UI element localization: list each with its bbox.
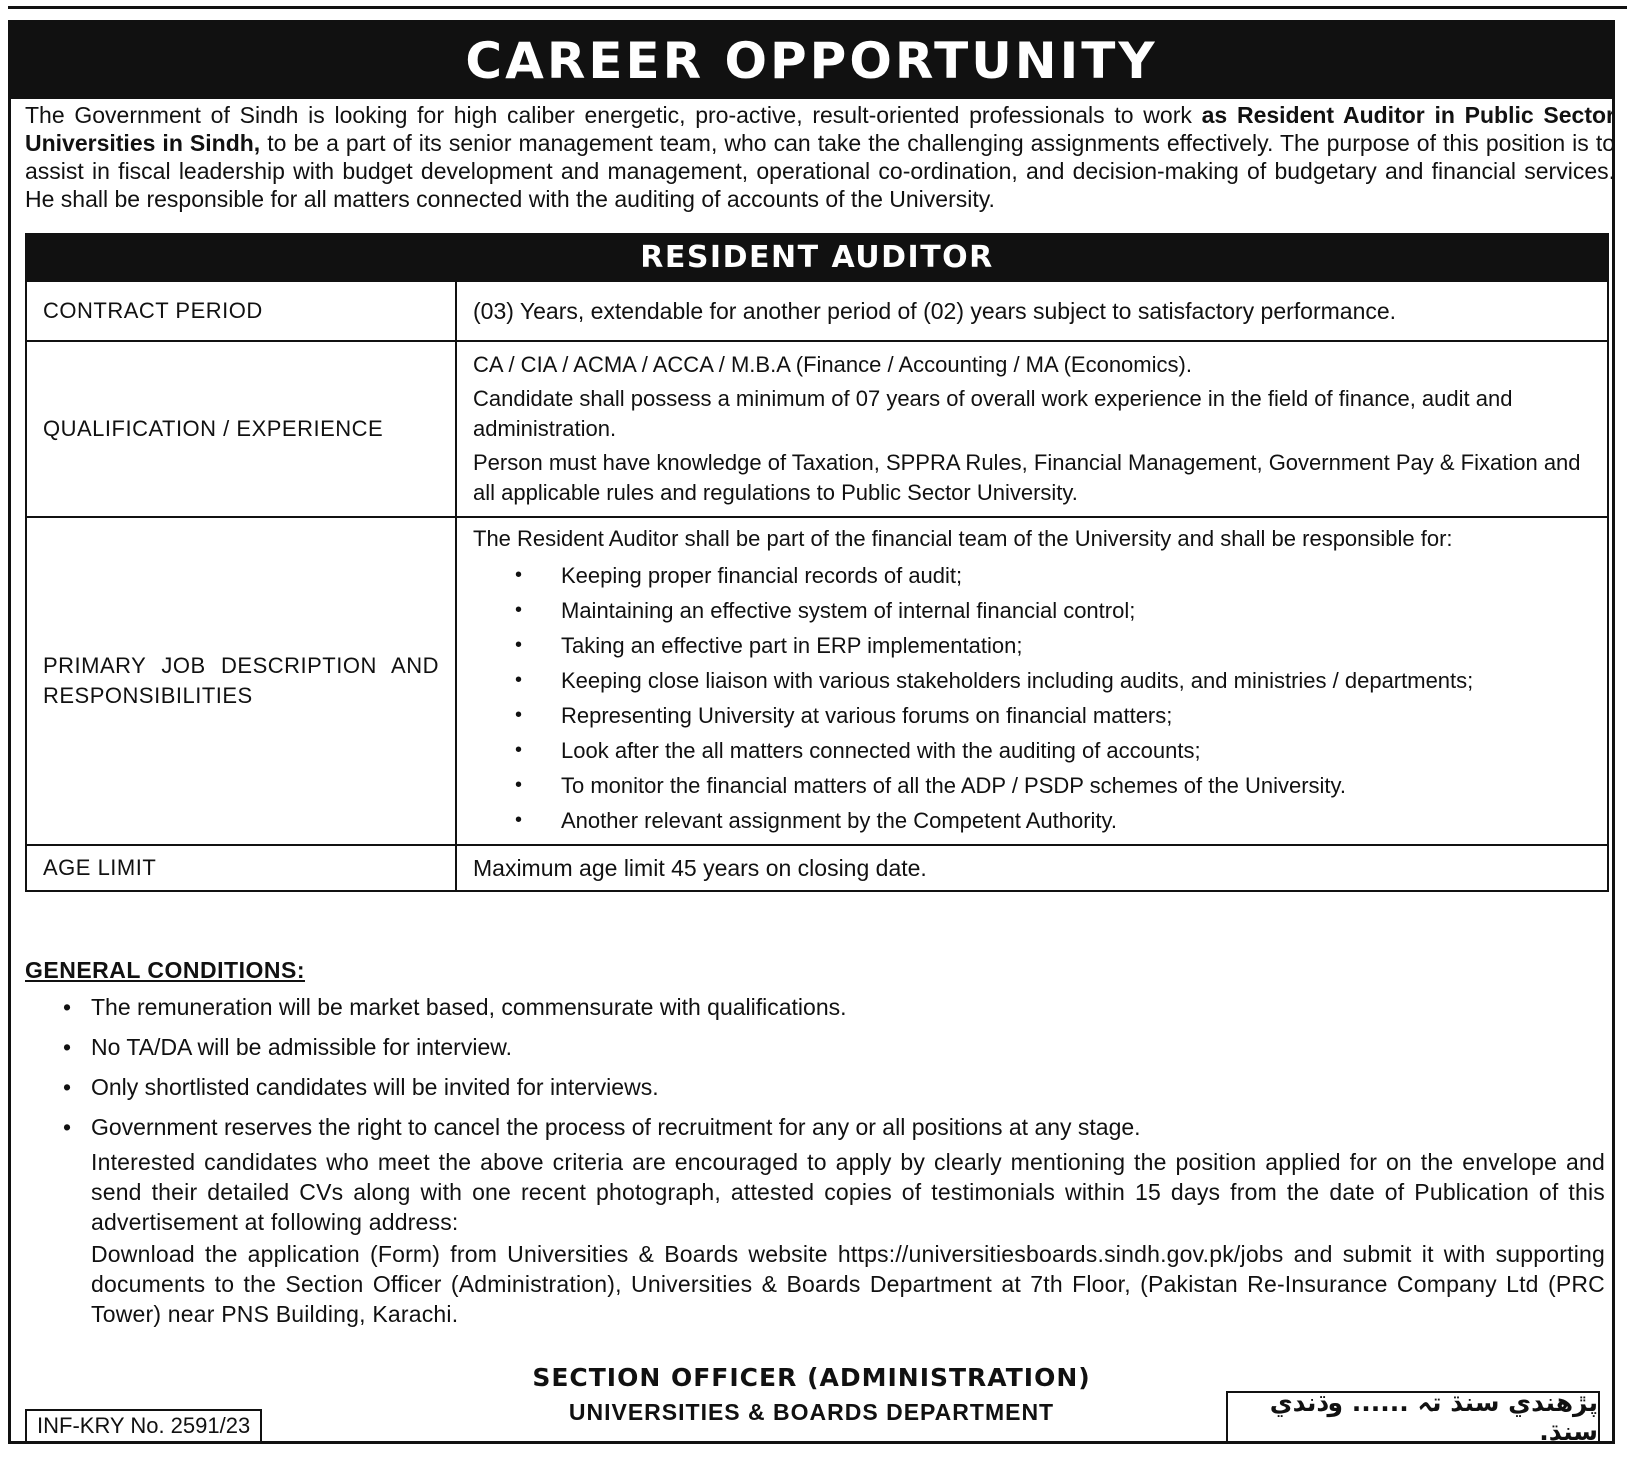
job-value [456, 517, 1608, 845]
intro-paragraph [25, 101, 1615, 213]
list-item: • Look after the all matters connected with the auditing of accounts; [561, 733, 1591, 768]
job-intro: The Resident Auditor shall be part of the financial team of the University and shall be responsible for: [473, 526, 1453, 551]
qualification-line: CA / CIA / ACMA / ACCA / M.B.A (Finance / Accounting / MA (Economics). [473, 352, 1192, 377]
table-row-job [26, 517, 1608, 845]
list-item: • Only shortlisted candidates will be invited for interviews. [91, 1067, 1601, 1107]
list-item: • Keeping proper financial records of audit; [561, 558, 1591, 593]
table-row-contract [26, 281, 1608, 341]
responsibility-list [473, 558, 1591, 838]
department-name: UNIVERSITIES & BOARDS DEPARTMENT [568, 1399, 1055, 1425]
table-row-age [26, 845, 1608, 891]
contract-value: (03) Years, extendable for another period of (02) years subject to satisfactory performance. [456, 281, 1608, 341]
general-conditions-title: GENERAL CONDITIONS: [25, 957, 305, 983]
job-label: PRIMARY JOB DESCRIPTION AND RESPONSIBILITIES [26, 517, 456, 845]
list-item: • Government reserves the right to cancel the process of recruitment for any or all positions at any stage. [91, 1107, 1601, 1147]
contract-label: CONTRACT PERIOD [26, 281, 456, 341]
list-item: • The remuneration will be market based, commensurate with qualifications. [91, 987, 1601, 1027]
list-item: • Representing University at various forums on financial matters; [561, 698, 1591, 733]
advertisement-frame [8, 20, 1615, 1444]
list-item: • To monitor the financial matters of all the ADP / PSDP schemes of the University. [561, 768, 1591, 803]
list-item: • Another relevant assignment by the Competent Authority. [561, 803, 1591, 838]
qualification-line: Person must have knowledge of Taxation, SPPRA Rules, Financial Management, Government Pay & Fixation and all applicable rules and regulations to Public Sector University. [473, 450, 1581, 505]
top-rule [8, 6, 1627, 9]
intro-text-1: The Government of Sindh is looking for high caliber energetic, pro-active, result-oriented professionals to work [25, 102, 1202, 128]
intro-text-2: to be a part of its senior management team, who can take the challenging assignments effectively. The purpose of this position is to assist in fiscal leadership with budget development and management, operational co-ordination, and decision-making of budgetary and financial services. He shall be responsible for all matters connected with the auditing of accounts of the University. [25, 130, 1615, 212]
list-item: • No TA/DA will be admissible for interview. [91, 1027, 1601, 1067]
signatory: SECTION OFFICER (ADMINISTRATION) [532, 1363, 1091, 1392]
age-value: Maximum age limit 45 years on closing date. [456, 845, 1608, 891]
reference-number: INF-KRY No. 2591/23 [25, 1409, 262, 1443]
sindhi-slogan: پڙهندي سنڌ تہ ...... وڌندي سنڌ. [1226, 1391, 1600, 1443]
qualification-label: QUALIFICATION / EXPERIENCE [26, 341, 456, 517]
application-instructions: Interested candidates who meet the above criteria are encouraged to apply by clearly mentioning the position applied for on the envelope and send their detailed CVs along with one recent photograph, attested copies of testimonials within 15 days from the date of Publication of this advertisement at following address: [91, 1149, 1605, 1235]
job-details-table [25, 233, 1609, 892]
intro-bold-text: as Resident Auditor in Public Sector Universities in Sindh, [25, 102, 1616, 156]
table-row-qualification [26, 341, 1608, 517]
list-item: • Taking an effective part in ERP implementation; [561, 628, 1591, 663]
download-instructions: Download the application (Form) from Universities & Boards website https://universitiesboards.sindh.gov.pk/jobs and submit it with supporting documents to the Section Officer (Administration), Universities & Boards Department at 7th Floor, (Pakistan Re-Insurance Company Ltd (PRC Tower) near PNS Building, Karachi. [91, 1241, 1605, 1327]
qualification-value [456, 341, 1608, 517]
age-label: AGE LIMIT [26, 845, 456, 891]
qualification-line: Candidate shall possess a minimum of 07 years of overall work experience in the field of finance, audit and administration. [473, 386, 1513, 441]
list-item: • Maintaining an effective system of internal financial control; [561, 593, 1591, 628]
general-conditions-list [11, 987, 1601, 1147]
table-heading: RESIDENT AUDITOR [26, 234, 1608, 281]
page-title: CAREER OPPORTUNITY [11, 23, 1612, 99]
list-item: • Keeping close liaison with various stakeholders including audits, and ministries / departments; [561, 663, 1591, 698]
